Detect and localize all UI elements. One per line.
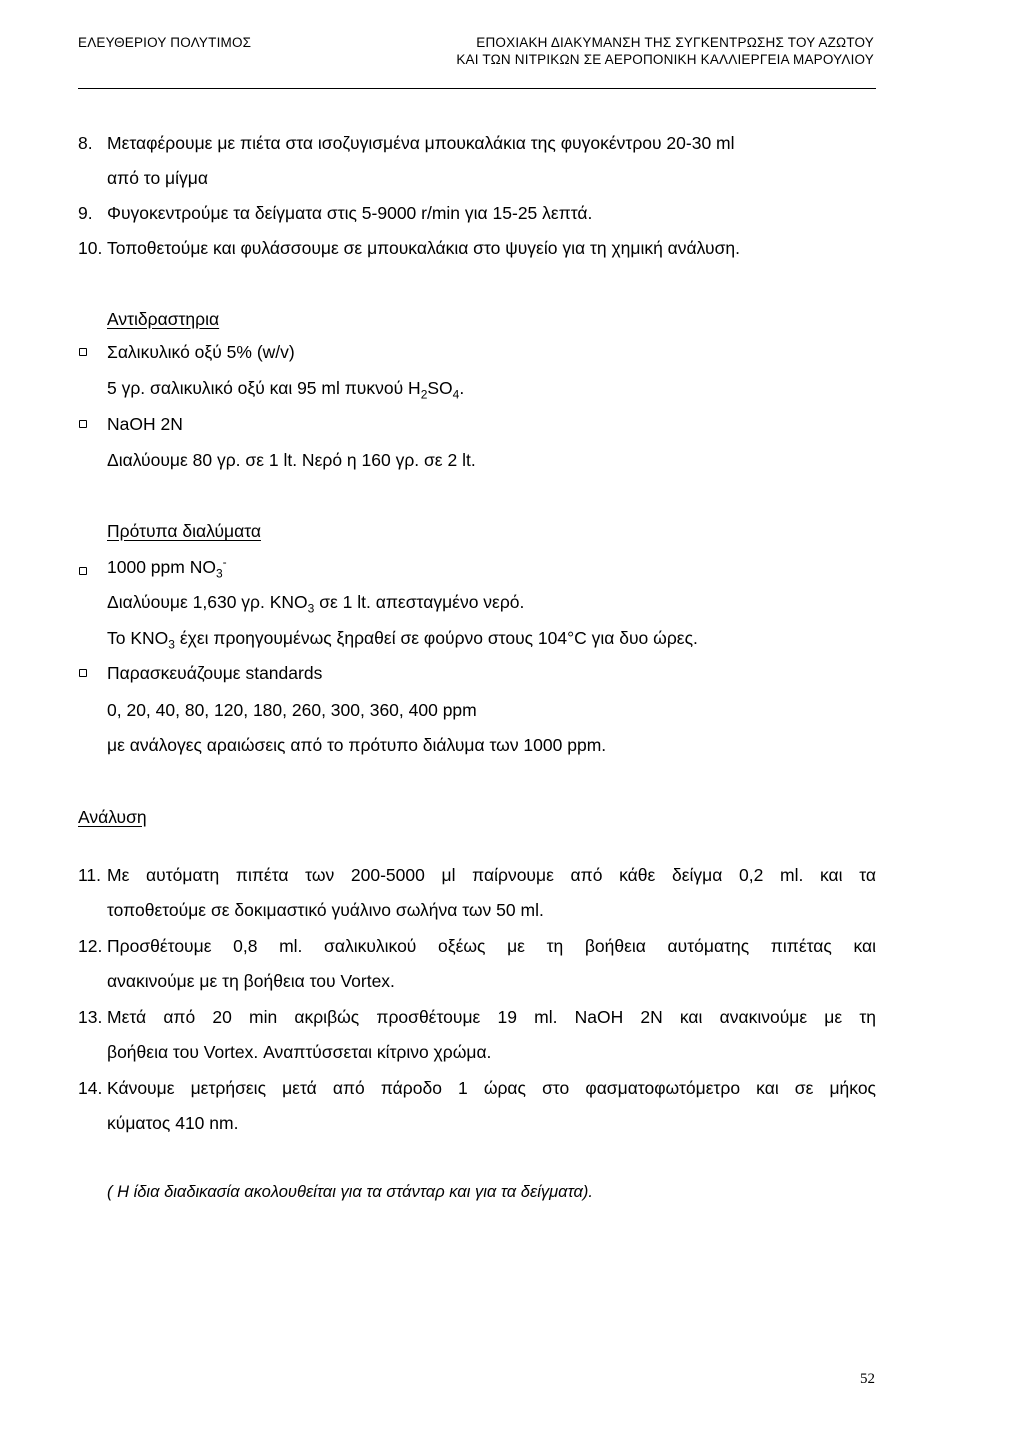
square-bullet-icon <box>79 420 87 428</box>
standard-2-note: με ανάλογες αραιώσεις από το πρότυπο διάλυμα των 1000 ppm. <box>107 735 607 755</box>
step-13-number: 13. <box>78 1007 103 1027</box>
step-14-line2: κύματος 410 nm. <box>107 1113 239 1133</box>
standard-1-label-text: 1000 ppm NO <box>107 557 216 577</box>
header-title <box>456 34 874 68</box>
reagent-1-sub: 2 <box>420 387 428 402</box>
square-bullet-icon <box>79 348 87 356</box>
step-12-number: 12. <box>78 936 103 956</box>
reagent-2-label: NaOH 2N <box>107 414 183 434</box>
step-11-line1: Με αυτόματη πιπέτα των 200-5000 μl παίρνουμε από κάθε δείγμα 0,2 ml. και τα <box>107 865 876 885</box>
standard-1-line2 <box>107 627 698 652</box>
reagent-1-detail-text: 5 γρ. σαλικυλικό οξύ και 95 ml πυκνού H <box>107 378 421 398</box>
page-number: 52 <box>860 1371 875 1387</box>
reagent-1-detail-mid: SO <box>427 378 453 398</box>
header-author: ΕΛΕΥΘΕΡΙΟΥ ΠΟΛΥΤΙΜΟΣ <box>78 35 252 50</box>
step-10-line1: Τοποθετούμε και φυλάσσουμε σε μπουκαλάκια στο ψυγείο για τη χημική ανάλυση. <box>107 238 740 258</box>
step-8-number: 8. <box>78 133 93 153</box>
step-12-line2: ανακινούμε με τη βοήθεια του Vortex. <box>107 971 395 991</box>
standard-1-line2-text: Το KNO <box>107 628 169 648</box>
standard-1-line1-end: σε 1 lt. απεσταγμένο νερό. <box>314 592 525 612</box>
step-9-number: 9. <box>78 203 93 223</box>
step-14-number: 14. <box>78 1078 103 1098</box>
standard-1-sup: - <box>222 555 227 570</box>
step-8-line1: Μεταφέρουμε με πιέτα στα ισοζυγισμένα μπουκαλάκια της φυγοκέντρου 20-30 ml <box>107 133 735 153</box>
square-bullet-icon <box>79 567 87 575</box>
square-bullet-icon <box>79 669 87 677</box>
standard-1-line1-text: Διαλύουμε 1,630 γρ. KNO <box>107 592 308 612</box>
step-11-line2: τοποθετούμε σε δοκιμαστικό γυάλινο σωλήνα των 50 ml. <box>107 900 544 920</box>
header-title-line2: ΚΑΙ ΤΩΝ ΝΙΤΡΙΚΩΝ ΣΕ ΑΕΡΟΠΟΝΙΚΗ ΚΑΛΛΙΕΡΓΕΙΑ ΜΑΡΟΥΛΙΟΥ <box>456 52 874 67</box>
step-8-line2: από το μίγμα <box>107 168 208 188</box>
standard-2-label: Παρασκευάζουμε standards <box>107 663 323 683</box>
step-9-line1: Φυγοκεντρούμε τα δείγματα στις 5-9000 r/min για 15-25 λεπτά. <box>107 203 593 223</box>
standard-1-sub: 3 <box>168 637 175 652</box>
standards-heading: Πρότυπα διαλύματα <box>107 521 261 541</box>
standard-1-line2-end: έχει προηγουμένως ξηραθεί σε φούρνο στους 104°C για δυο ώρες. <box>174 628 698 648</box>
reagent-1-label: Σαλικυλικό οξύ 5% (w/v) <box>107 342 295 362</box>
standard-2-values: 0, 20, 40, 80, 120, 180, 260, 300, 360, 400 ppm <box>107 700 477 720</box>
reagent-1-sub: 4 <box>452 387 460 402</box>
step-12-line1: Προσθέτουμε 0,8 ml. σαλικυλικού οξέως με τη βοήθεια αυτόματης πιπέτας και <box>107 936 876 956</box>
standard-1-sub: 3 <box>307 601 315 616</box>
reagent-1-detail <box>107 377 465 402</box>
step-11-number: 11. <box>78 865 102 885</box>
header-rule <box>78 88 876 89</box>
step-13-line1: Μετά από 20 min ακριβώς προσθέτουμε 19 ml. NaOH 2N και ανακινούμε με τη <box>107 1007 876 1027</box>
standard-1-label <box>107 555 227 581</box>
procedure-note: ( Η ίδια διαδικασία ακολουθείται για τα στάνταρ και για τα δείγματα). <box>107 1183 593 1201</box>
header-title-line1: ΕΠΟΧΙΑΚΗ ΔΙΑΚΥΜΑΝΣΗ ΤΗΣ ΣΥΓΚΕΝΤΡΩΣΗΣ ΤΟΥ ΑΖΩΤΟΥ <box>476 35 874 50</box>
analysis-heading: Ανάλυση <box>78 807 147 827</box>
standard-1-line1 <box>107 591 525 616</box>
reagent-2-detail: Διαλύουμε 80 γρ. σε 1 lt. Νερό η 160 γρ. σε 2 lt. <box>107 450 476 470</box>
step-14-line1: Κάνουμε μετρήσεις μετά από πάροδο 1 ώρας στο φασματοφωτόμετρο και σε μήκος <box>107 1078 876 1098</box>
reagent-1-detail-end: . <box>459 378 465 398</box>
reagents-heading: Αντιδραστηρια <box>107 309 220 329</box>
step-13-line2: βοήθεια του Vortex. Αναπτύσσεται κίτρινο χρώμα. <box>107 1042 492 1062</box>
step-10-number: 10. <box>78 238 103 258</box>
standard-1-sub: 3 <box>215 566 223 581</box>
